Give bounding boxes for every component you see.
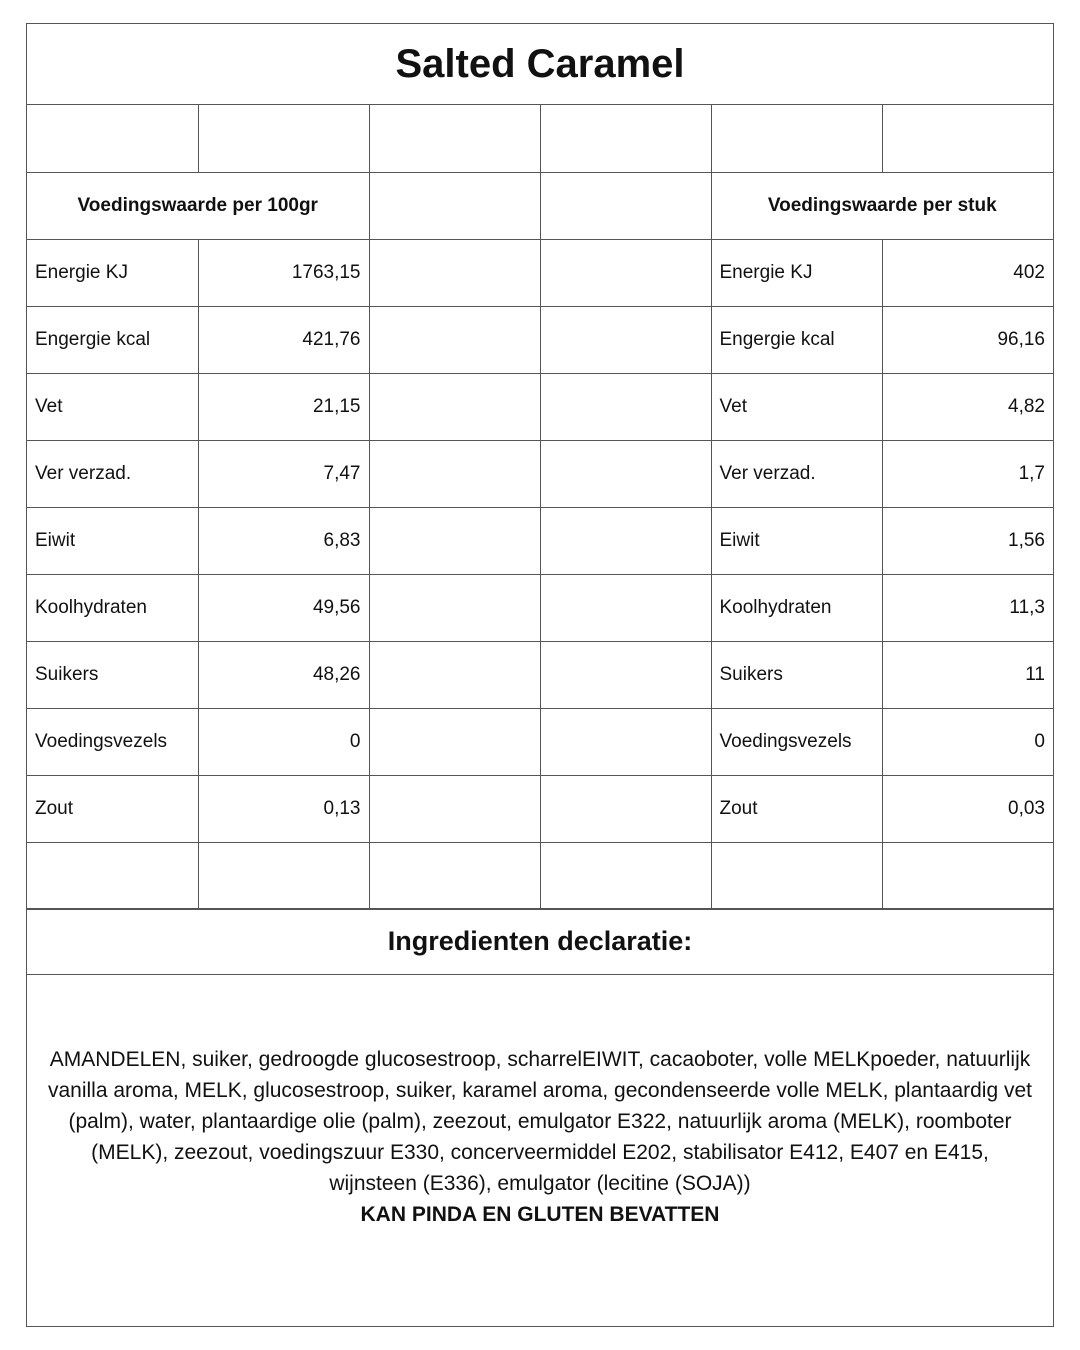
per-piece-value: 1,56 — [882, 507, 1053, 574]
nutrient-label: Engergie kcal — [27, 306, 198, 373]
nutrient-label: Engergie kcal — [711, 306, 882, 373]
per-piece-value: 4,82 — [882, 373, 1053, 440]
nutrient-label: Vet — [27, 373, 198, 440]
per-100gr-value: 21,15 — [198, 373, 369, 440]
per-piece-value: 11 — [882, 641, 1053, 708]
nutrient-label: Koolhydraten — [711, 574, 882, 641]
nutrient-label: Zout — [711, 775, 882, 842]
table-row — [27, 507, 1053, 574]
nutrition-label — [26, 23, 1054, 1327]
per-100gr-header: Voedingswaarde per 100gr — [27, 172, 369, 239]
allergen-warning: KAN PINDA EN GLUTEN BEVATTEN — [360, 1203, 720, 1226]
per-100gr-value: 0,13 — [198, 775, 369, 842]
nutrient-label: Eiwit — [711, 507, 882, 574]
per-piece-header: Voedingswaarde per stuk — [711, 172, 1053, 239]
per-100gr-value: 48,26 — [198, 641, 369, 708]
table-row — [27, 306, 1053, 373]
table-row — [27, 775, 1053, 842]
per-100gr-value: 421,76 — [198, 306, 369, 373]
nutrition-table — [27, 105, 1053, 910]
table-row — [27, 574, 1053, 641]
table-row — [27, 708, 1053, 775]
nutrient-label: Ver verzad. — [711, 440, 882, 507]
nutrient-label: Voedingsvezels — [27, 708, 198, 775]
nutrient-label: Energie KJ — [27, 239, 198, 306]
per-piece-value: 96,16 — [882, 306, 1053, 373]
nutrient-label: Koolhydraten — [27, 574, 198, 641]
nutrient-label: Energie KJ — [711, 239, 882, 306]
per-piece-value: 0,03 — [882, 775, 1053, 842]
nutrient-label: Voedingsvezels — [711, 708, 882, 775]
ingredients-block — [45, 1044, 1035, 1230]
table-row — [27, 440, 1053, 507]
nutrient-label: Zout — [27, 775, 198, 842]
nutrient-label: Suikers — [27, 641, 198, 708]
per-piece-value: 1,7 — [882, 440, 1053, 507]
per-piece-value: 0 — [882, 708, 1053, 775]
ingredients-text: AMANDELEN, suiker, gedroogde glucosestroop, scharrelEIWIT, cacaoboter, volle MELKpoeder, natuurlijk vanilla aroma, MELK, glucosestroop, suiker, karamel aroma, gecondenseerde volle MELK, plantaardig vet (palm), water, plantaardige olie (palm), zeezout, emulgator E322, natuurlijk aroma (MELK), roomboter (MELK), zeezout, voedingszuur E330, concerveermiddel E202, stabilisator E412, E407 en E415, wijnsteen (E336), emulgator (lecitine (SOJA)) — [47, 1048, 1033, 1195]
nutrient-label: Suikers — [711, 641, 882, 708]
per-100gr-value: 1763,15 — [198, 239, 369, 306]
header-row — [27, 172, 1053, 239]
empty-row — [27, 842, 1053, 909]
table-row — [27, 641, 1053, 708]
per-100gr-value: 7,47 — [198, 440, 369, 507]
nutrient-label: Ver verzad. — [27, 440, 198, 507]
empty-row — [27, 105, 1053, 172]
product-title: Salted Caramel — [27, 24, 1053, 105]
per-100gr-value: 0 — [198, 708, 369, 775]
per-100gr-value: 6,83 — [198, 507, 369, 574]
nutrient-label: Vet — [711, 373, 882, 440]
nutrient-label: Eiwit — [27, 507, 198, 574]
table-row — [27, 239, 1053, 306]
per-100gr-value: 49,56 — [198, 574, 369, 641]
ingredients-title: Ingredienten declaratie: — [27, 908, 1053, 975]
per-piece-value: 402 — [882, 239, 1053, 306]
table-row — [27, 373, 1053, 440]
per-piece-value: 11,3 — [882, 574, 1053, 641]
